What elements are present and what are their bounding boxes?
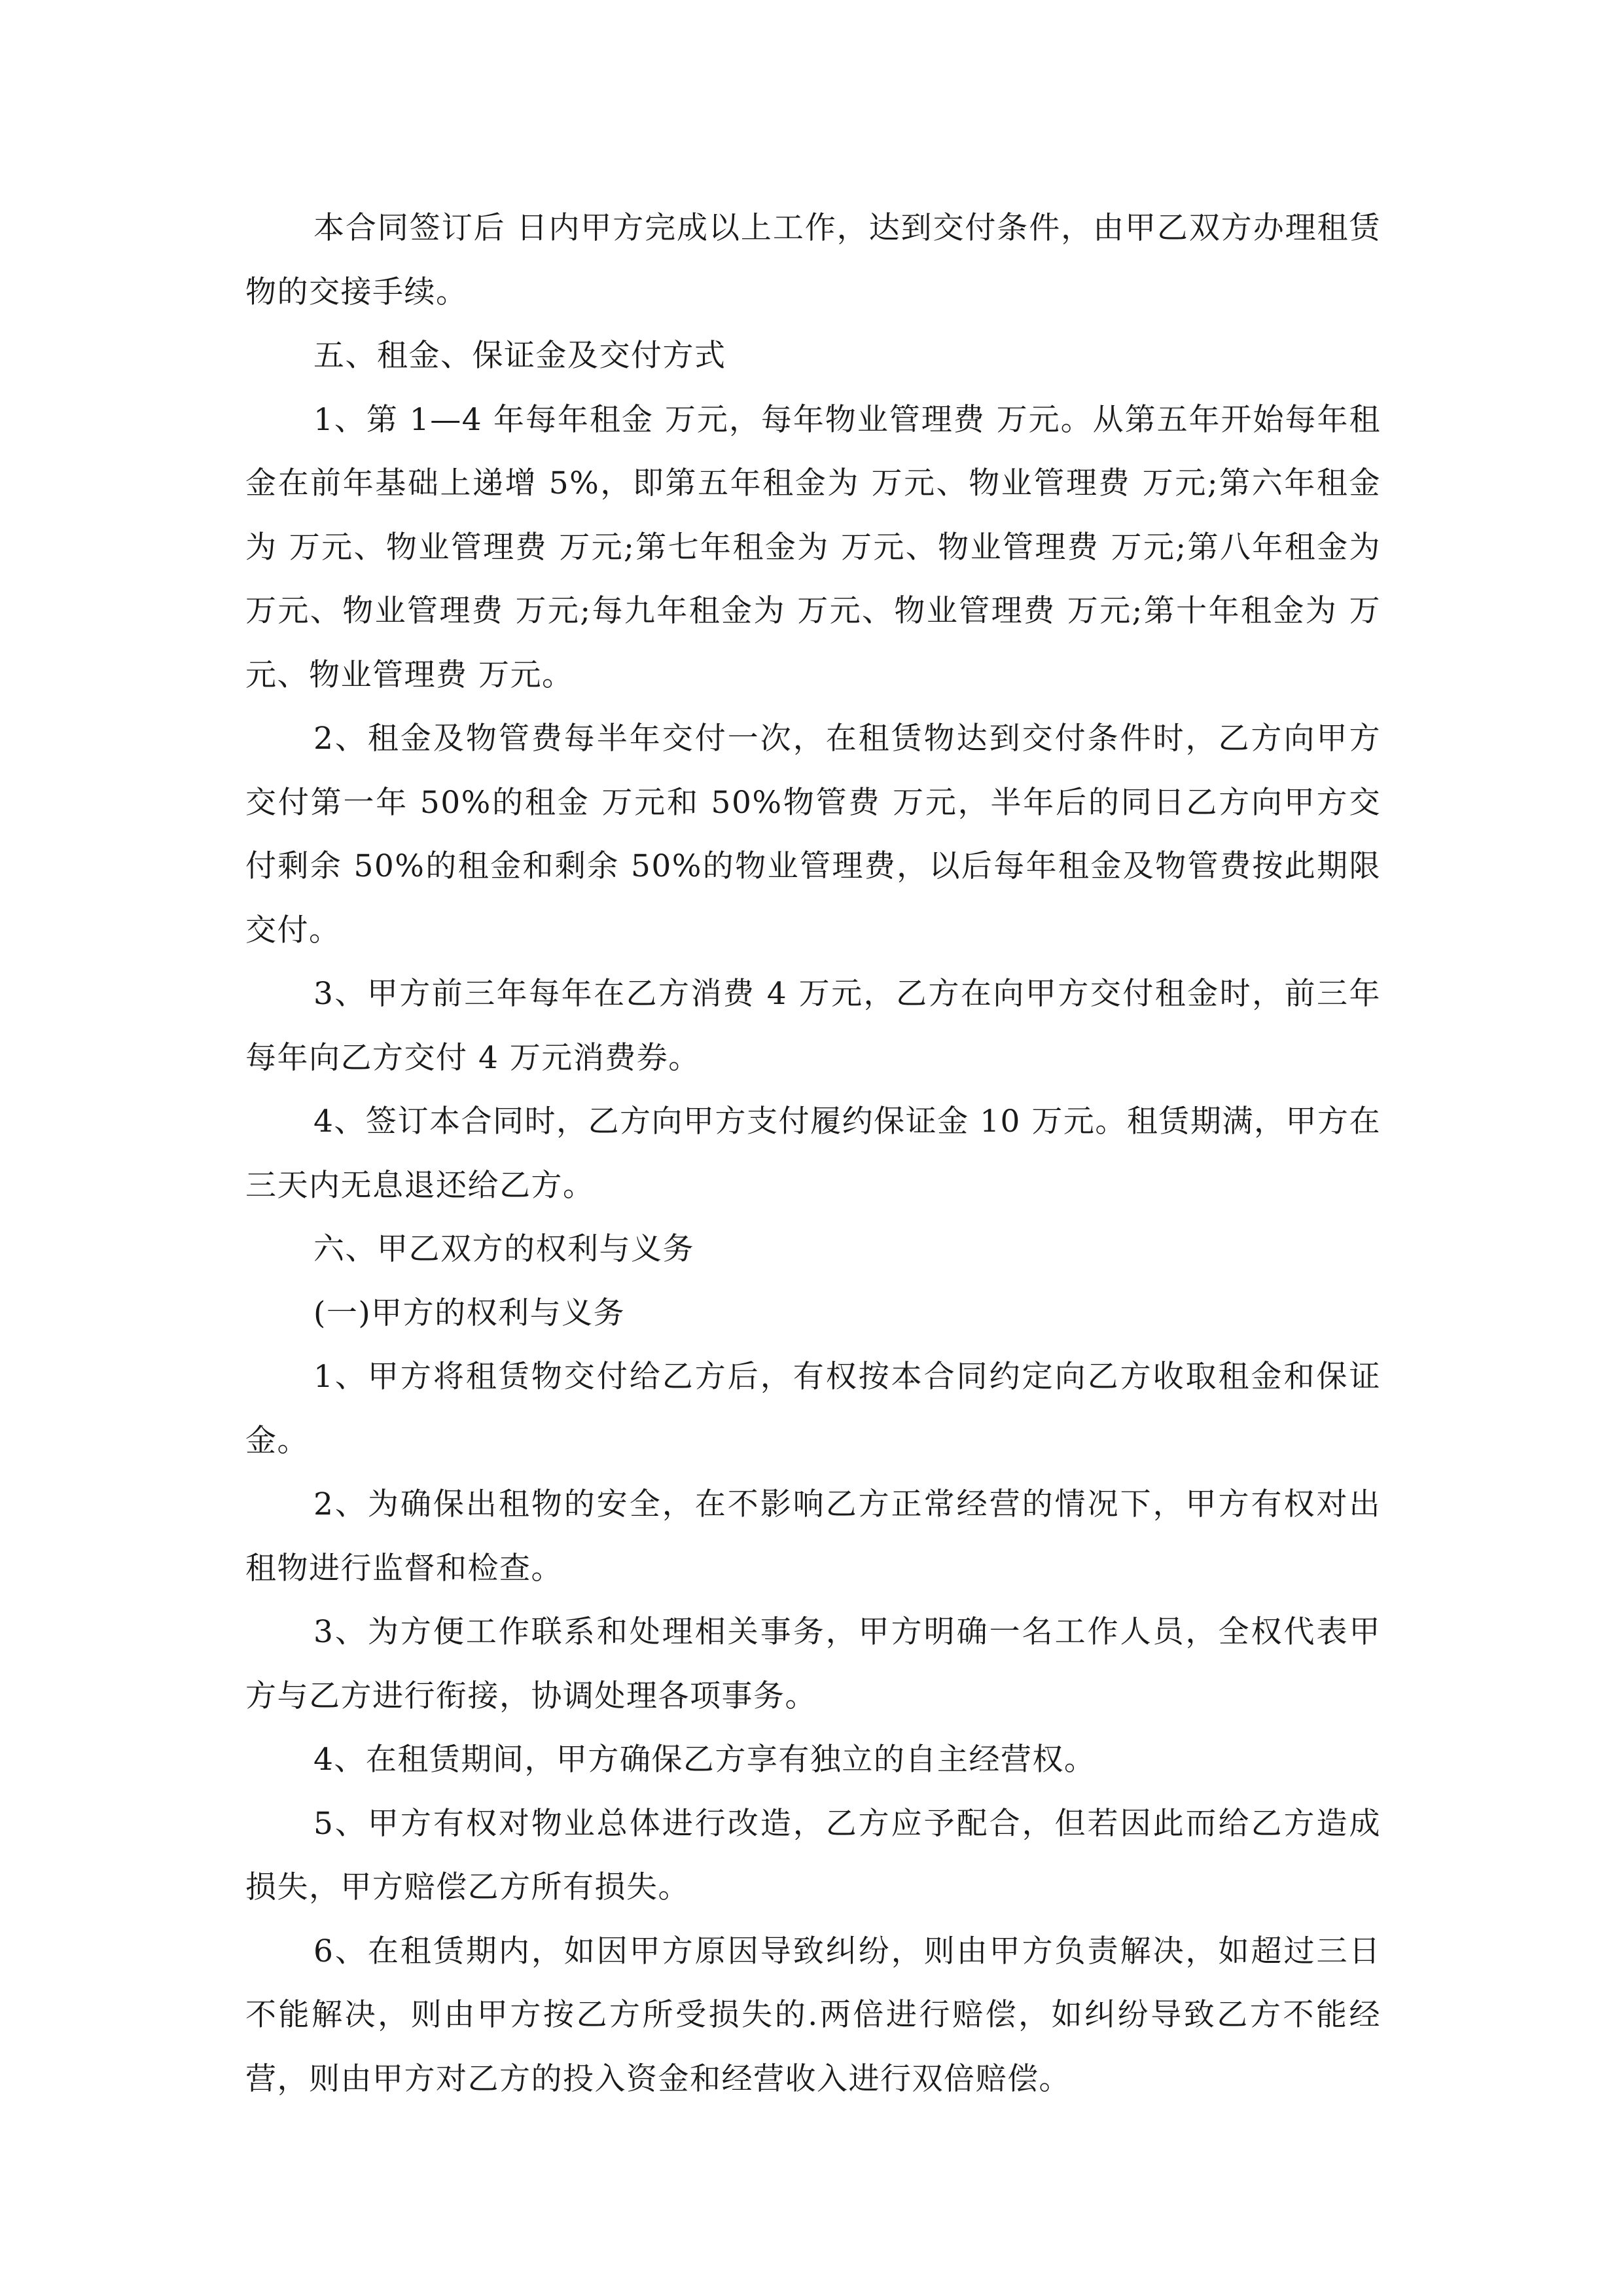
paragraph-renovation: 5、甲方有权对物业总体进行改造，乙方应予配合，但若因此而给乙方造成损失，甲方赔偿乙方所有损失。	[245, 1805, 1381, 1905]
paragraph-autonomy: 4、在租赁期间，甲方确保乙方享有独立的自主经营权。	[313, 1742, 1096, 1778]
section-heading-rent: 五、租金、保证金及交付方式	[313, 338, 726, 374]
paragraph-contact-person: 3、为方便工作联系和处理相关事务，甲方明确一名工作人员，全权代表甲方与乙方进行衔接，协调处理各项事务。	[245, 1614, 1381, 1714]
paragraph-deposit: 4、签订本合同时，乙方向甲方支付履约保证金 10 万元。租赁期满，甲方在三天内无息退还给乙方。	[245, 1103, 1381, 1204]
paragraph-right-collect: 1、甲方将租赁物交付给乙方后，有权按本合同约定向乙方收取租金和保证金。	[245, 1359, 1381, 1459]
paragraph-right-inspect: 2、为确保出租物的安全，在不影响乙方正常经营的情况下，甲方有权对出租物进行监督和检查。	[245, 1486, 1381, 1587]
subsection-heading-party-a: (一)甲方的权利与义务	[313, 1295, 626, 1331]
paragraph-payment-terms: 2、租金及物管费每半年交付一次，在租赁物达到交付条件时，乙方向甲方交付第一年 50%的租金 万元和 50%物管费 万元，半年后的同日乙方向甲方交付剩余 50%的租金和剩余 50%的物业管理费，以后每年租金及物管费按此期限交付。	[245, 721, 1381, 948]
section-heading-rights: 六、甲乙双方的权利与义务	[313, 1231, 694, 1267]
paragraph-consumption: 3、甲方前三年每年在乙方消费 4 万元，乙方在向甲方交付租金时，前三年每年向乙方交付 4 万元消费券。	[245, 976, 1381, 1076]
paragraph-disputes: 6、在租赁期内，如因甲方原因导致纠纷，则由甲方负责解决，如超过三日不能解决，则由甲方按乙方所受损失的.两倍进行赔偿，如纠纷导致乙方不能经营，则由甲方对乙方的投入资金和经营收入进行双倍赔偿。	[245, 1933, 1381, 2097]
paragraph-rent-schedule: 1、第 1—4 年每年租金 万元，每年物业管理费 万元。从第五年开始每年租金在前年基础上递增 5%，即第五年租金为 万元、物业管理费 万元;第六年租金为 万元、物业管理费 万元;第七年租金为 万元、物业管理费 万元;第八年租金为 万元、物业管理费 万元;每九年租金为 万元、物业管理费 万元;第十年租金为 万元、物业管理费 万元。	[245, 401, 1381, 693]
paragraph-handover: 本合同签订后 日内甲方完成以上工作，达到交付条件，由甲乙双方办理租赁物的交接手续。	[245, 210, 1381, 310]
document-page	[245, 196, 1381, 2111]
